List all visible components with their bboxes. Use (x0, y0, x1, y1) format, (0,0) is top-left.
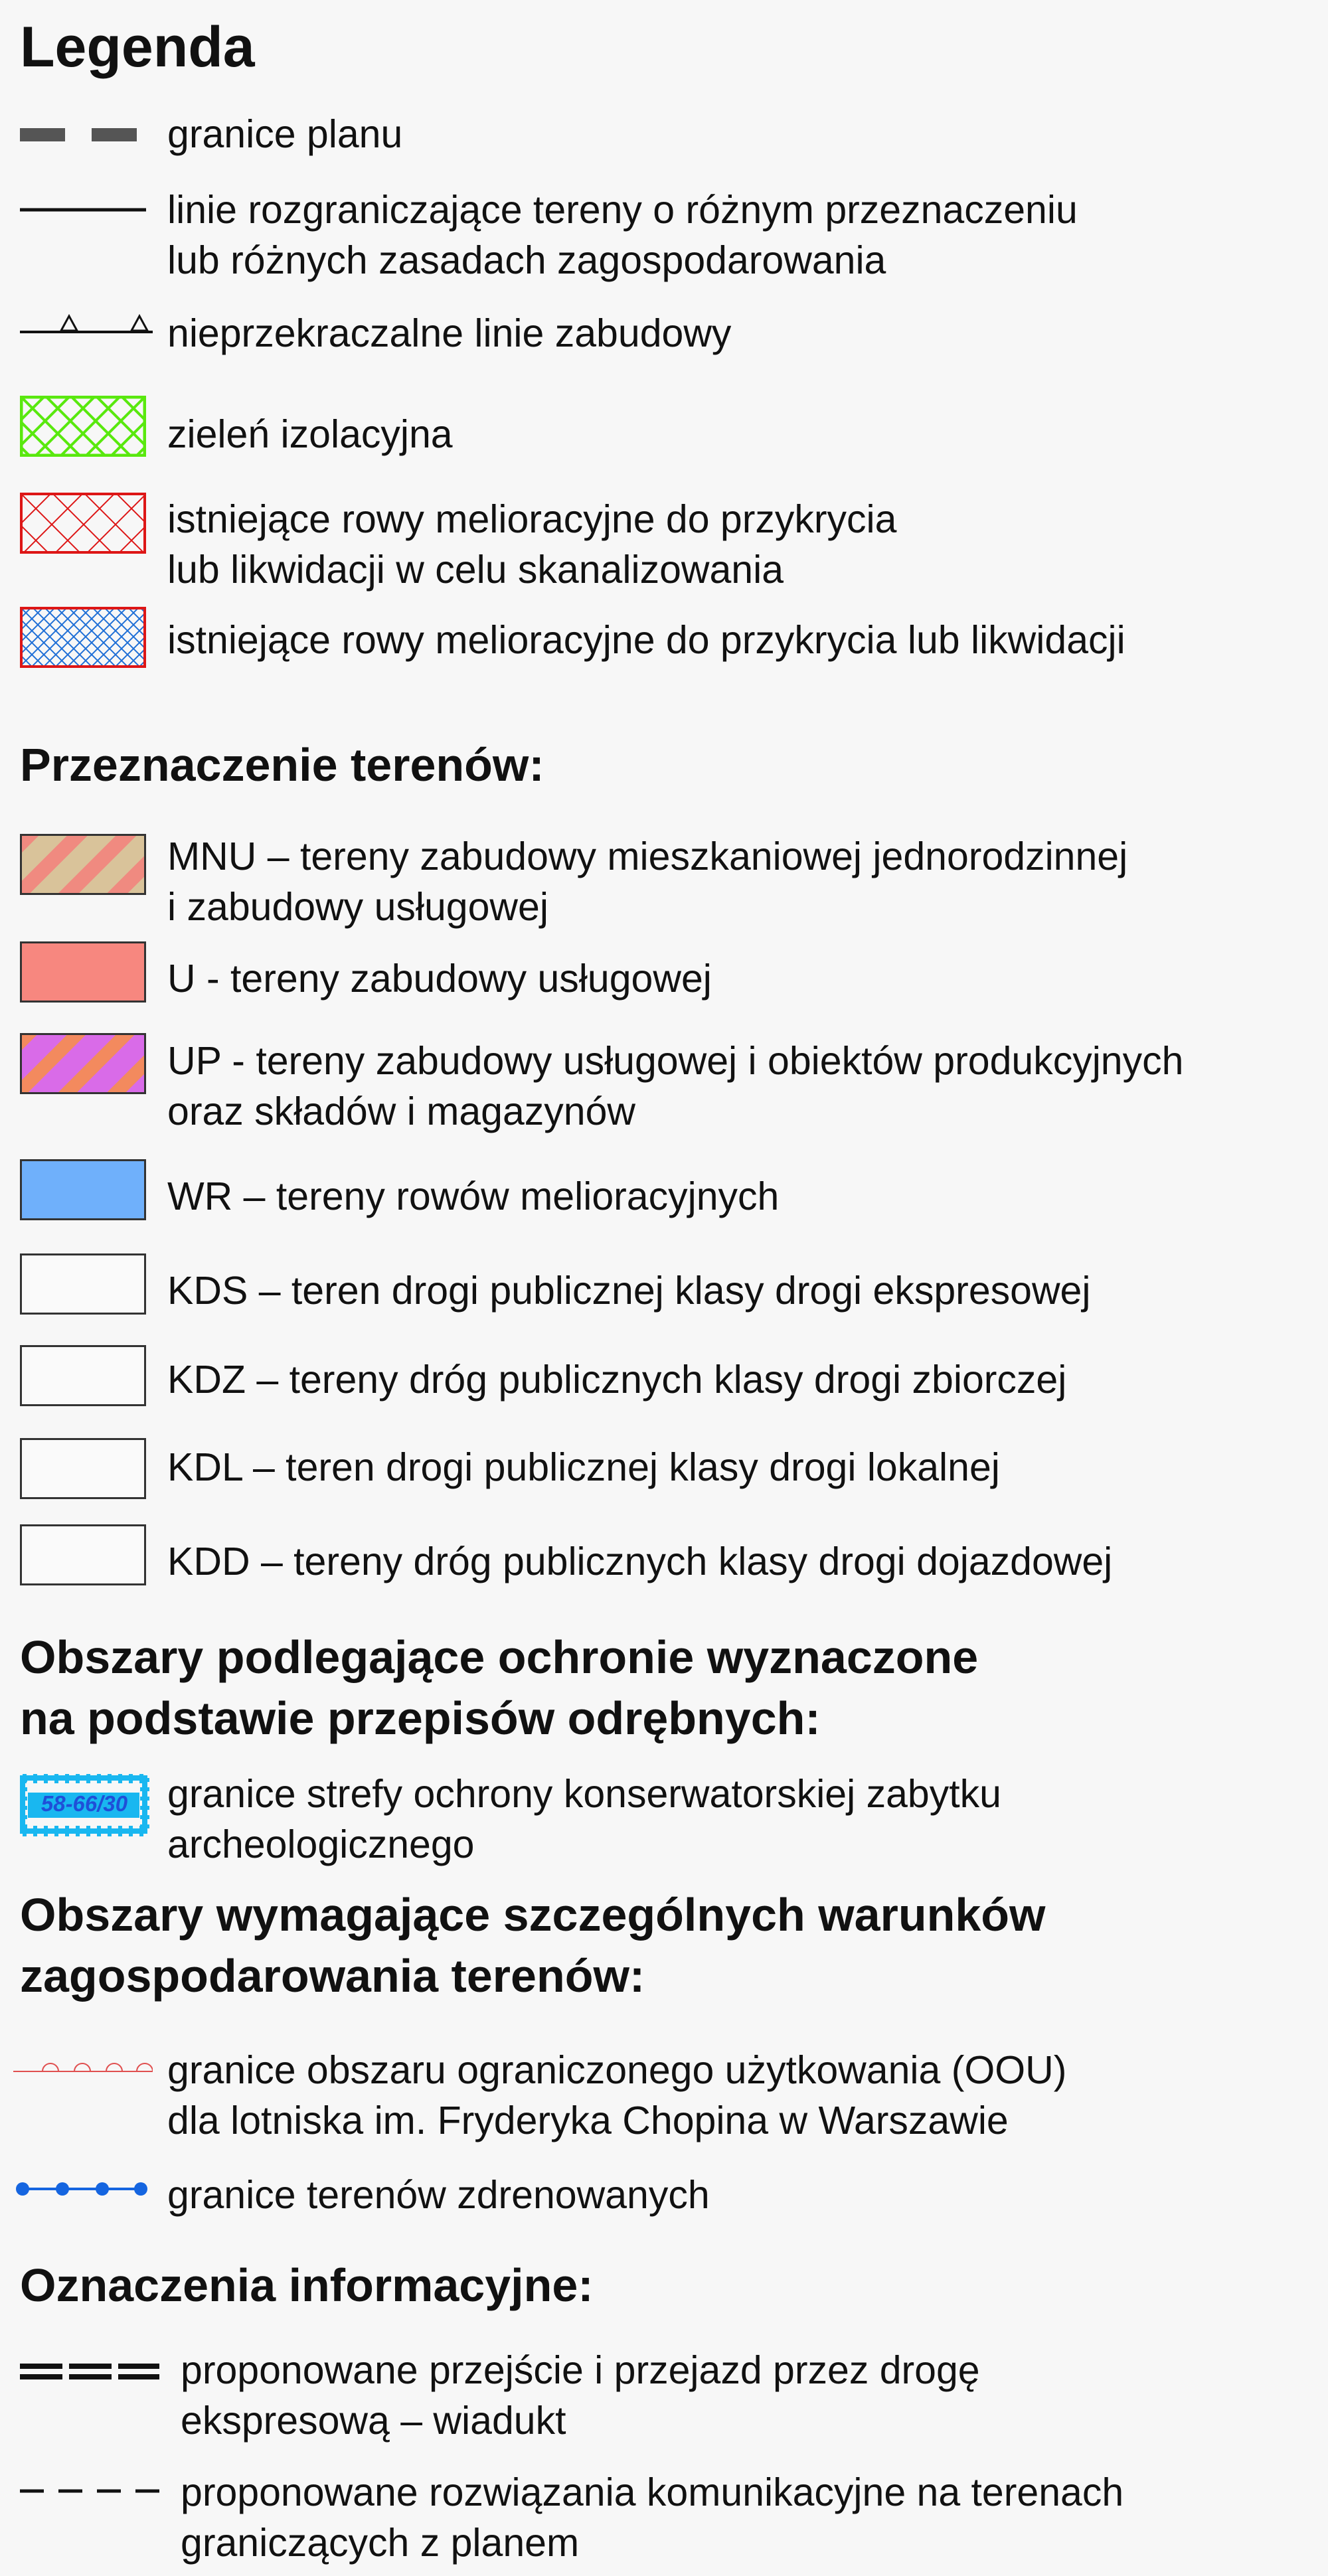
section-title-przeznaczenie: Przeznaczenie terenów: (20, 739, 544, 791)
legend-item-oou-2: dla lotniska im. Fryderyka Chopina w Warszawie (167, 2099, 1009, 2142)
legend-item-rowy-likwidacji: istniejące rowy melioracyjne do przykrycia lub likwidacji (167, 618, 1125, 662)
legend-item-kdl: KDL – teren drogi publicznej klasy drogi lokalnej (167, 1445, 1000, 1489)
mnu-striped-icon (20, 834, 146, 895)
kds-white-icon (20, 1253, 146, 1315)
legend-item-oou-1: granice obszaru ograniczonego użytkowania (OOU) (167, 2048, 1067, 2092)
building-line-triangles-icon (20, 309, 153, 336)
solid-line-icon (20, 203, 146, 216)
legend-item-rozwiazania-2: graniczących z planem (181, 2521, 580, 2565)
green-crosshatch-icon (20, 396, 146, 457)
legend-item-rozwiazania-1: proponowane rozwiązania komunikacyjne na terenach (181, 2470, 1124, 2514)
kdl-white-icon (20, 1438, 146, 1499)
legend-item-mnu-1: MNU – tereny zabudowy mieszkaniowej jednorodzinnej (167, 835, 1128, 878)
legend-item-mnu-2: i zabudowy usługowej (167, 885, 548, 929)
legend-item-strefa-1: granice strefy ochrony konserwatorskiej zabytku (167, 1772, 1001, 1816)
conservation-zone-icon (20, 1774, 150, 1838)
legend-item-nieprzekraczalne-linie: nieprzekraczalne linie zabudowy (167, 311, 732, 355)
legend-item-zdrenowane: granice terenów zdrenowanych (167, 2173, 710, 2217)
legend-item-linie-rozgraniczajace-2: lub różnych zasadach zagospodarowania (167, 238, 886, 282)
legend-item-strefa-2: archeologicznego (167, 1822, 475, 1866)
legend-item-kds: KDS – teren drogi publicznej klasy drogi ekspresowej (167, 1269, 1091, 1313)
section-title-ochrona-1: Obszary podlegające ochronie wyznaczone (20, 1631, 979, 1683)
dashed-boundary-icon (20, 125, 146, 145)
legend-item-up-2: oraz składów i magazynów (167, 1089, 636, 1133)
legend-item-wiadukt-2: ekspresową – wiadukt (181, 2399, 566, 2443)
oou-semicircle-line-icon (13, 2055, 153, 2082)
section-title-informacyjne: Oznaczenia informacyjne: (20, 2259, 594, 2311)
legend-title: Legenda (20, 15, 255, 79)
legend-item-u: U - tereny zabudowy usługowej (167, 957, 712, 1001)
legend-item-zielen-izolacyjna: zieleń izolacyjna (167, 412, 453, 456)
wr-blue-icon (20, 1159, 146, 1220)
legend-item-granice-planu: granice planu (167, 112, 403, 156)
legend-item-wiadukt-1: proponowane przejście i przejazd przez drogę (181, 2348, 980, 2392)
section-title-warunki-1: Obszary wymagające szczególnych warunków (20, 1889, 1046, 1941)
kdz-white-icon (20, 1345, 146, 1406)
section-title-ochrona-2: na podstawie przepisów odrębnych: (20, 1692, 821, 1744)
drained-area-dotted-line-icon (13, 2179, 153, 2199)
u-salmon-icon (20, 941, 146, 1003)
blue-crosshatch-icon (20, 607, 146, 668)
legend-item-kdd: KDD – tereny dróg publicznych klasy drogi dojazdowej (167, 1540, 1113, 1583)
viaduct-double-dashed-icon (20, 2362, 159, 2382)
legend-item-linie-rozgraniczajace-1: linie rozgraniczające tereny o różnym przeznaczeniu (167, 188, 1078, 232)
proposed-solutions-dashed-icon (20, 2484, 159, 2498)
section-title-warunki-2: zagospodarowania terenów: (20, 1950, 645, 2002)
legend-item-wr: WR – tereny rowów melioracyjnych (167, 1174, 780, 1218)
zone-label: 58-66/30 (41, 1791, 128, 1816)
legend-item-rowy-skanalizowania-1: istniejące rowy melioracyjne do przykrycia (167, 497, 897, 541)
legend-item-kdz: KDZ – tereny dróg publicznych klasy drogi zbiorczej (167, 1358, 1067, 1402)
legend-item-rowy-skanalizowania-2: lub likwidacji w celu skanalizowania (167, 548, 784, 592)
legend-item-up-1: UP - tereny zabudowy usługowej i obiektów produkcyjnych (167, 1039, 1184, 1083)
up-striped-icon (20, 1033, 146, 1094)
kdd-white-icon (20, 1524, 146, 1585)
red-crosshatch-icon (20, 493, 146, 554)
